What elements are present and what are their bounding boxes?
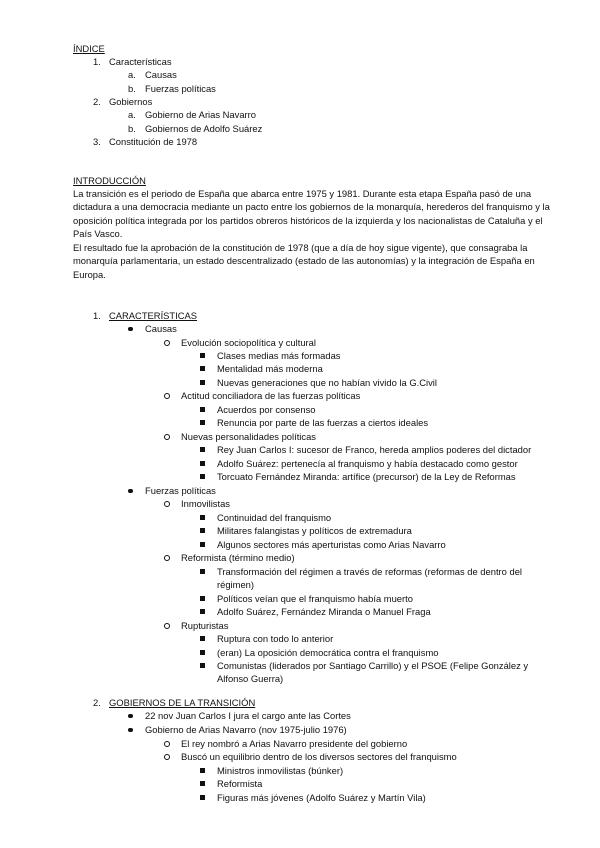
bullet-circle-icon — [164, 741, 170, 747]
list-item-continuation: Alfonso Guerra) — [217, 673, 284, 684]
bullet-square-icon — [200, 569, 205, 574]
bullet-square-icon — [200, 542, 205, 547]
bullet-square-icon — [200, 650, 205, 655]
list-item: Algunos sectores más aperturistas como Arias Navarro — [217, 539, 446, 550]
bullet-square-icon — [200, 380, 205, 385]
section-number: 2. — [93, 697, 101, 708]
intro-paragraph-1: La transición es el periodo de España que abarca entre 1975 y 1981. Durante esta etapa España pasó de una dictadura a una democracia mediante un pacto entre los gobiernos de la monarquía, herederos del franquismo y la oposición política integrada por los partidos obreros históricos de la izquierda y los nacionalistas de Cataluña y el País Vasco. — [73, 188, 550, 240]
list-item-continuation: régimen) — [217, 579, 254, 590]
list-item: (eran) La oposición democrática contra el franquismo — [217, 647, 439, 658]
section-title-gobiernos: GOBIERNOS DE LA TRANSICIÓN — [109, 697, 256, 708]
list-item: Torcuato Fernández Miranda: artífice (precursor) de la Ley de Reformas — [217, 471, 516, 482]
bullet-square-icon — [200, 596, 205, 601]
bullet-square-icon — [200, 609, 205, 614]
bullet-square-icon — [200, 420, 205, 425]
list-item: Ministros inmovilistas (búnker) — [217, 765, 344, 776]
index-item-number: 3. — [93, 136, 101, 147]
bullet-square-icon — [200, 768, 205, 773]
list-item-rupturistas: Rupturistas — [181, 620, 229, 631]
index-subitem-suarez: Gobiernos de Adolfo Suárez — [145, 123, 263, 134]
index-subitem-fuerzas: Fuerzas políticas — [145, 83, 216, 94]
index-item-constitucion: Constitución de 1978 — [109, 136, 198, 147]
index-item-gobiernos: Gobiernos — [109, 96, 153, 107]
bullet-circle-icon — [164, 754, 170, 760]
bullet-circle-icon — [164, 555, 170, 561]
bullet-disc-icon — [128, 728, 133, 733]
bullet-disc-icon — [128, 327, 133, 332]
bullet-square-icon — [200, 353, 205, 358]
bullet-circle-icon — [164, 501, 170, 507]
bullet-circle-icon — [164, 623, 170, 629]
bullet-circle-icon — [164, 434, 170, 440]
list-item: Reformista — [217, 778, 263, 789]
intro-paragraph-2: El resultado fue la aprobación de la constitución de 1978 (que a día de hoy sigue vigente), que consagraba la monarquía parlamentaria, un estado descentralizado (estado de las autonomías) y la integración de España en Europa. — [73, 242, 535, 280]
section-number: 1. — [93, 310, 101, 321]
list-item: Mentalidad más moderna — [217, 363, 323, 374]
bullet-circle-icon — [164, 393, 170, 399]
index-subitem-letter: a. — [128, 69, 136, 80]
bullet-square-icon — [200, 795, 205, 800]
list-item-reformista: Reformista (término medio) — [181, 552, 295, 563]
list-item: Gobierno de Arias Navarro (nov 1975-julio 1976) — [145, 724, 347, 735]
list-item: Figuras más jóvenes (Adolfo Suárez y Martín Vila) — [217, 792, 426, 803]
bullet-square-icon — [200, 663, 205, 668]
list-item: Acuerdos por consenso — [217, 404, 316, 415]
list-item: Militares falangistas y políticos de extremadura — [217, 525, 412, 536]
list-item: Nuevas generaciones que no habían vivido la G.Civil — [217, 377, 437, 388]
list-item-actitud: Actitud conciliadora de las fuerzas políticas — [181, 390, 361, 401]
list-item: Rey Juan Carlos I: sucesor de Franco, hereda amplios poderes del dictador — [217, 444, 532, 455]
list-item: Adolfo Suárez, Fernández Miranda o Manuel Fraga — [217, 606, 431, 617]
bullet-disc-icon — [128, 489, 133, 494]
index-subitem-letter: a. — [128, 109, 136, 120]
index-subitem-letter: b. — [128, 83, 136, 94]
list-item-evolucion: Evolución sociopolítica y cultural — [181, 337, 316, 348]
bullet-disc-icon — [128, 714, 133, 719]
index-item-caracteristicas: Características — [109, 56, 172, 67]
bullet-square-icon — [200, 515, 205, 520]
bullet-circle-icon — [164, 340, 170, 346]
intro-title: INTRODUCCIÓN — [73, 175, 146, 186]
list-item: Ruptura con todo lo anterior — [217, 633, 334, 644]
section-title-caracteristicas: CARACTERÍSTICAS — [109, 310, 198, 321]
bullet-square-icon — [200, 528, 205, 533]
list-item-causas: Causas — [145, 323, 177, 334]
index-subitem-causas: Causas — [145, 69, 177, 80]
index-title: ÍNDICE — [73, 43, 105, 54]
list-item: Renuncia por parte de las fuerzas a ciertos ideales — [217, 417, 429, 428]
index-subitem-arias: Gobierno de Arias Navarro — [145, 109, 256, 120]
list-item-personalidades: Nuevas personalidades políticas — [181, 431, 316, 442]
index-item-number: 1. — [93, 56, 101, 67]
list-item: Comunistas (liderados por Santiago Carrillo) y el PSOE (Felipe González y — [217, 660, 529, 671]
list-item: Transformación del régimen a través de reformas (reformas de dentro del — [217, 566, 522, 577]
list-item-fuerzas: Fuerzas políticas — [145, 485, 216, 496]
bullet-square-icon — [200, 474, 205, 479]
bullet-square-icon — [200, 447, 205, 452]
bullet-square-icon — [200, 407, 205, 412]
index-item-number: 2. — [93, 96, 101, 107]
list-item: Continuidad del franquismo — [217, 512, 332, 523]
list-item: Políticos veían que el franquismo había muerto — [217, 593, 413, 604]
list-item: 22 nov Juan Carlos I jura el cargo ante las Cortes — [145, 710, 351, 721]
list-item: El rey nombró a Arias Navarro presidente del gobierno — [181, 738, 408, 749]
bullet-square-icon — [200, 461, 205, 466]
bullet-square-icon — [200, 636, 205, 641]
list-item-inmovilistas: Inmovilistas — [181, 498, 230, 509]
index-subitem-letter: b. — [128, 123, 136, 134]
list-item: Clases medias más formadas — [217, 350, 341, 361]
list-item: Adolfo Suárez: pertenecía al franquismo y había destacado como gestor — [217, 458, 518, 469]
bullet-square-icon — [200, 781, 205, 786]
bullet-square-icon — [200, 366, 205, 371]
list-item: Buscó un equilibrio dentro de los diversos sectores del franquismo — [181, 751, 457, 762]
